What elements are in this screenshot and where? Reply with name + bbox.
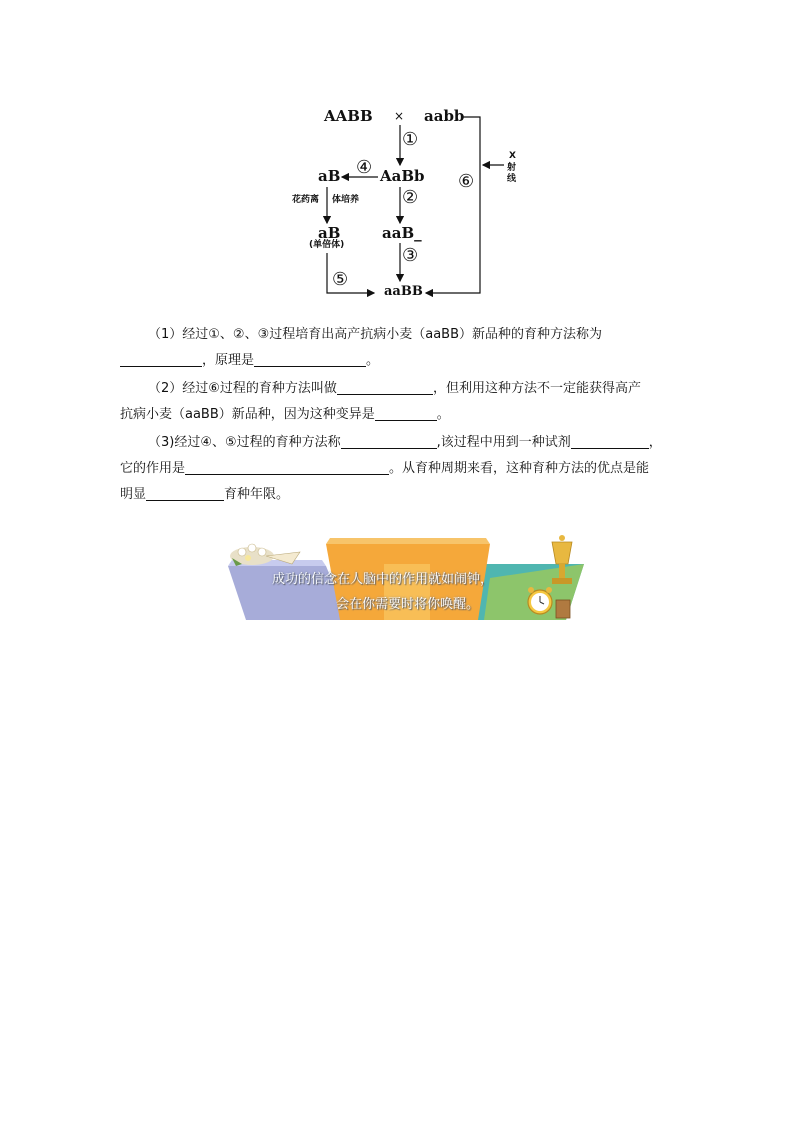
q2-line2-start: 抗病小麦（aaBB）新品种，因为这种变异是 — [120, 407, 375, 422]
haploid-note: (单倍体) — [309, 240, 345, 250]
banner-quote-line1: 成功的信念在人脑中的作用就如闹钟， — [272, 572, 494, 587]
xray-label-she: 射 — [507, 163, 517, 173]
q3-line2-end: 。从育种周期来看，这种育种方法的优点是能 — [389, 461, 650, 476]
q1-blank-principle[interactable] — [254, 352, 366, 367]
f2-aab: aaB_ — [382, 224, 422, 242]
xray-label-xian: 线 — [507, 174, 517, 184]
q3-blank-reagent[interactable] — [571, 434, 649, 449]
arrow-step6 — [426, 117, 480, 293]
anther-culture-label-left: 花药离 — [292, 195, 320, 205]
banner-quote-line2: 会在你需要时将你唤醒。 — [336, 597, 480, 612]
q1-line2 — [120, 348, 602, 374]
q3-line2-start: 它的作用是 — [120, 461, 186, 476]
parent-aabb-recessive: aabb — [424, 107, 465, 125]
step-4-label: ④ — [356, 157, 373, 178]
q2-line1-start: （2）经过⑥过程的育种方法叫做 — [148, 381, 337, 396]
q3-blank-function[interactable] — [185, 460, 389, 475]
q3-blank-method[interactable] — [341, 434, 437, 449]
question-1 — [120, 322, 602, 374]
q3-line3-start: 明显 — [120, 487, 147, 502]
parent-aabb-dominant: AABB — [324, 107, 373, 125]
small-box-icon — [556, 600, 570, 618]
motivational-banner — [222, 534, 586, 620]
q3-line2 — [120, 456, 662, 482]
q1-line2-mid: ，原理是 — [202, 353, 255, 368]
question-2 — [120, 376, 641, 428]
q1-line1: （1）经过①、②、③过程培育出高产抗病小麦（aaBB）新品种的育种方法称为 — [148, 327, 603, 342]
q3-line1 — [120, 430, 662, 456]
q3-line3-end: 育种年限。 — [224, 487, 290, 502]
q2-blank-variation[interactable] — [375, 406, 437, 421]
q2-line2 — [120, 402, 641, 428]
q2-line1-end: ，但利用这种方法不一定能获得高产 — [432, 381, 641, 396]
xray-label-x: X — [509, 151, 516, 161]
q3-line1-start: （3)经过④、⑤过程的育种方法称 — [148, 435, 341, 450]
q2-line2-end: 。 — [436, 407, 450, 422]
step-3-label: ③ — [402, 245, 419, 266]
step-5-label: ⑤ — [332, 269, 349, 290]
flower-bouquet-icon — [230, 544, 300, 566]
q3-line3 — [120, 482, 662, 508]
f1-aabb: AaBb — [380, 167, 425, 185]
haploid-ab: aB — [318, 224, 341, 242]
q1-blank-method[interactable] — [120, 352, 202, 367]
alarm-clock-icon — [528, 587, 552, 614]
q2-blank-method[interactable] — [337, 380, 433, 395]
question-3 — [120, 430, 662, 508]
cross-symbol: × — [394, 109, 405, 123]
q3-line1-mid: ,该过程中用到一种试剂 — [436, 435, 571, 450]
q2-line1 — [120, 376, 641, 402]
target-aabb: aaBB — [384, 284, 423, 299]
q3-blank-shorten[interactable] — [146, 486, 224, 501]
step-1-label: ① — [402, 129, 419, 150]
breeding-diagram — [292, 95, 520, 305]
step-6-label: ⑥ — [458, 171, 475, 192]
q3-line1-end: ， — [648, 435, 662, 450]
anther-culture-label-right: 体培养 — [332, 195, 360, 205]
q1-line2-end: 。 — [366, 353, 380, 368]
gamete-ab: aB — [318, 167, 341, 185]
step-2-label: ② — [402, 187, 419, 208]
